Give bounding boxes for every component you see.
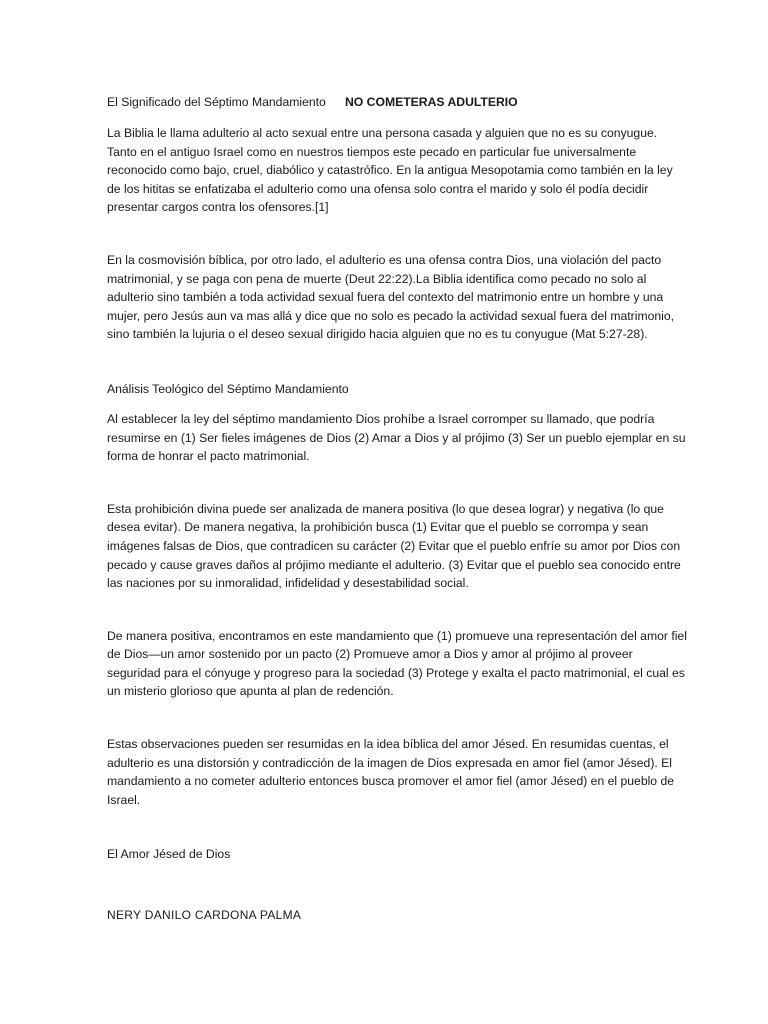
- author-name: NERY DANILO CARDONA PALMA: [107, 908, 302, 923]
- paragraph-analysis-3: De manera positiva, encontramos en este mandamiento que (1) promueve una representación del amor fiel de Dios—un amor sostenido por un pacto (2) Promueve amor a Dios y amor al prójimo al proveer seguridad para el cónyuge y progreso para la sociedad (3) Protege y exalta el pacto matrimonial, el cual es un misterio glorioso que apunta al plan de redención.: [107, 628, 687, 699]
- paragraph-analysis-2: Esta prohibición divina puede ser analizada de manera positiva (lo que desea lograr) y negativa (lo que desea evitar). De manera negativa, la prohibición busca (1) Evitar que el pueblo se corrompa y sean imágenes falsas de Dios, que contradicen su carácter (2) Evitar que el pueblo enfríe su amor por Dios con pecado y cause graves daños al prójimo mediante el adulterio. (3) Evitar que el pueblo sea conocido entre las naciones por su inmoralidad, infidelidad y desestabilidad social.: [107, 501, 681, 591]
- title-caps: NO COMETERAS ADULTERIO: [345, 95, 518, 109]
- subsection-heading: El Amor Jésed de Dios: [107, 847, 231, 862]
- paragraph-analysis-4: Estas observaciones pueden ser resumidas en la idea bíblica del amor Jésed. En resumidas cuentas, el adulterio es una distorsión y contradicción de la imagen de Dios expresada en amor fiel (amor Jésed). El mandamiento a no cometer adulterio entonces busca promover el amor fiel (amor Jésed) en el pueblo de Israel.: [107, 737, 675, 807]
- paragraph-intro-1: La Biblia le llama adulterio al acto sexual entre una persona casada y alguien que no es su conyugue. Tanto en el antiguo Israel como en nuestros tiempos este pecado en particular fue universalmente reconocido como bajo, cruel, diabólico y catastrófico. En la antigua Mesopotamia como también en la ley de los hititas se enfatizaba el adulterio como una ofensa solo contra el marido y solo él podía decidir presentar cargos contra los ofensores.[1]: [107, 126, 673, 215]
- section-heading: Análisis Teológico del Séptimo Mandamiento: [107, 381, 349, 396]
- title-main: El Significado del Séptimo Mandamiento: [107, 95, 326, 109]
- document-title: [107, 93, 688, 111]
- paragraph-intro-2: En la cosmovisión bíblica, por otro lado, el adulterio es una ofensa contra Dios, una violación del pacto matrimonial, y se paga con pena de muerte (Deut 22:22).La Biblia identifica como pecado no solo al adulterio sino también a toda actividad sexual fuera del contexto del matrimonio entre un hombre y una mujer, pero Jesús aun va mas allá y dice que no solo es pecado la actividad sexual fuera del matrimonio, sino también la lujuria o el deseo sexual dirigido hacia alguien que no es tu conyugue (Mat 5:27-28).: [107, 252, 675, 342]
- paragraph-analysis-1: Al establecer la ley del séptimo mandamiento Dios prohíbe a Israel corromper su llamado, que podría resumirse en (1) Ser fieles imágenes de Dios (2) Amar a Dios y al prójimo (3) Ser un pueblo ejemplar en su forma de honrar el pacto matrimonial.: [107, 411, 686, 464]
